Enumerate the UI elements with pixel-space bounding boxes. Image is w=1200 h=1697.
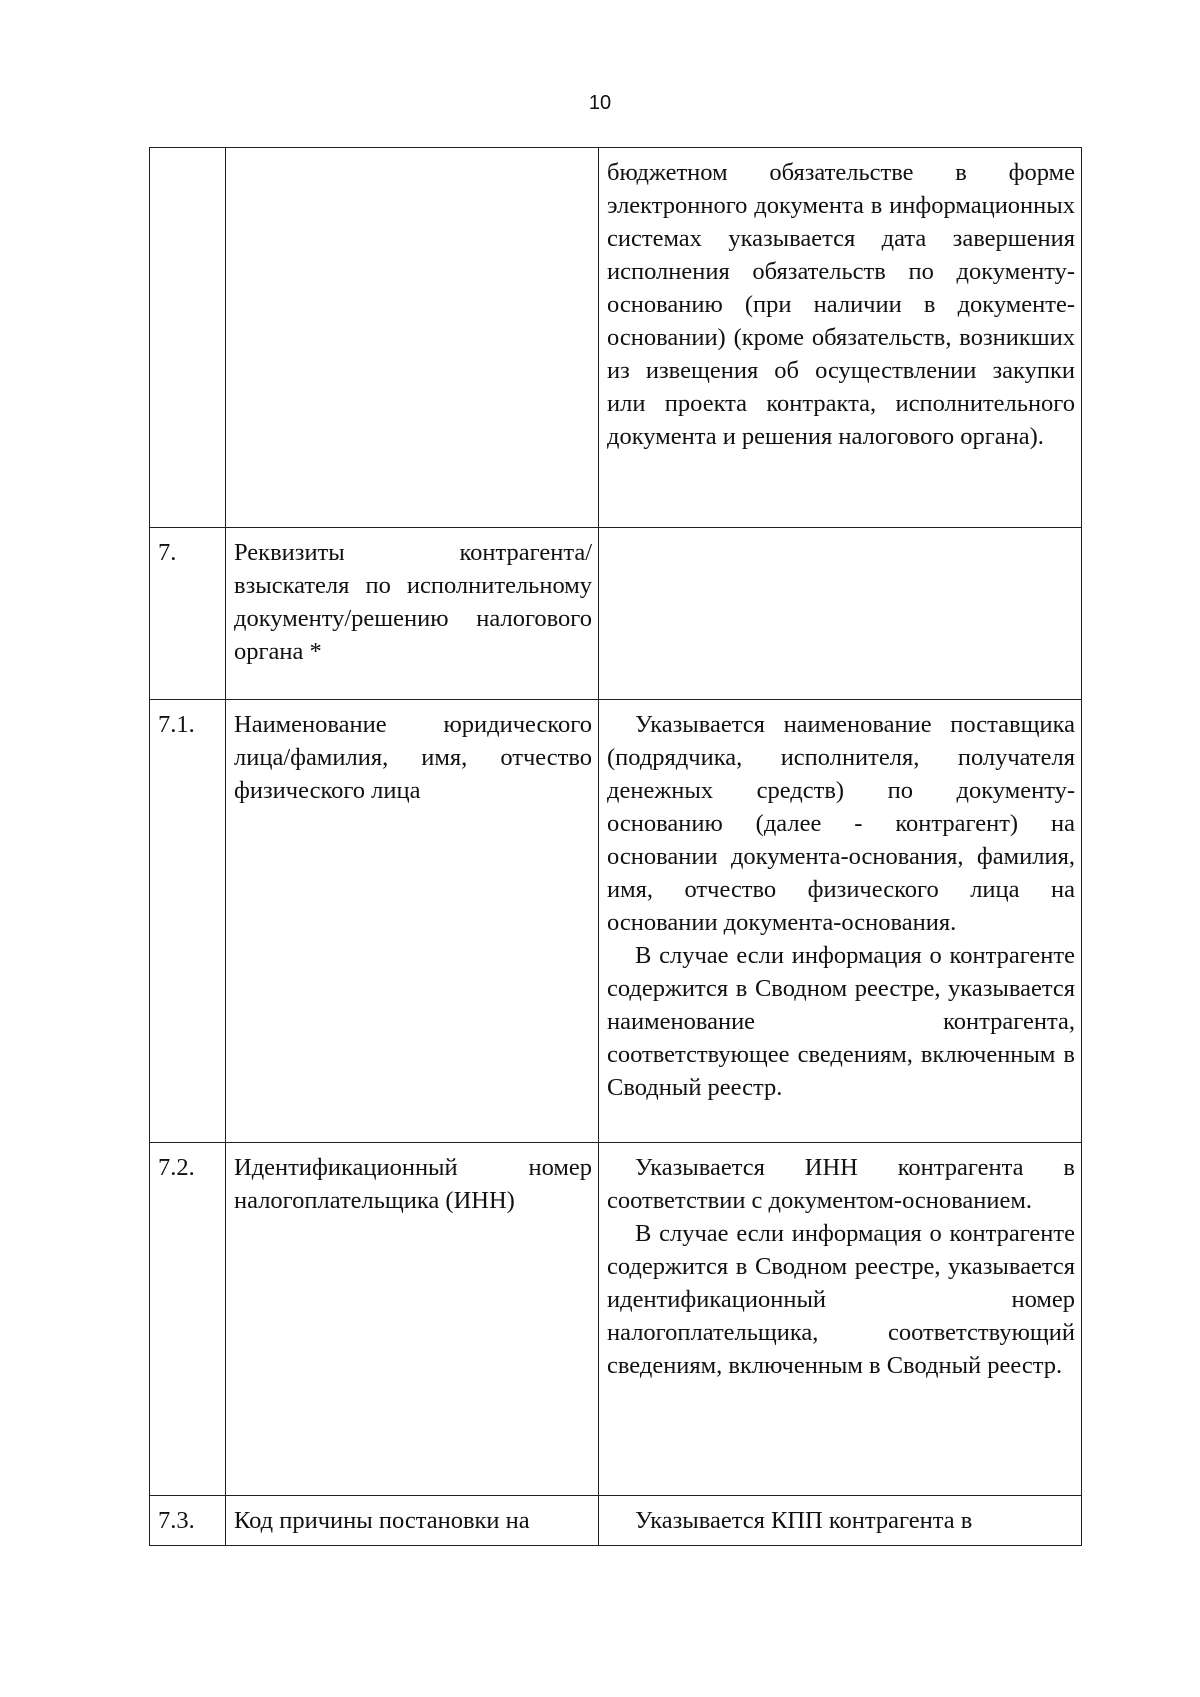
row-name-cell [226, 148, 599, 528]
requisites-table [149, 147, 1082, 1546]
row-description-cell [599, 1143, 1082, 1496]
table-row [150, 528, 1082, 700]
description-paragraph: Указывается наименование поставщика (подрядчика, исполнителя, получателя денежных средств) по документу-основанию (далее - контрагент) на основании документа-основания, фамилия, имя, отчество физического лица на основании документа-основания. [607, 711, 1075, 936]
page-number: 10 [588, 92, 612, 114]
row-number-cell: 7.1. [150, 700, 226, 1143]
row-name-cell: Наименование юридического лица/фамилия, имя, отчество физического лица [226, 700, 599, 1143]
row-number-cell: 7.3. [150, 1496, 226, 1546]
table-row [150, 1496, 1082, 1546]
row-number-cell: 7. [150, 528, 226, 700]
row-name-cell: Код причины постановки на [226, 1496, 599, 1546]
row-description-cell [599, 1496, 1082, 1546]
row-name-cell: Реквизиты контрагента/взыскателя по исполнительному документу/решению налогового органа * [226, 528, 599, 700]
row-description-cell [599, 148, 1082, 528]
description-paragraph: Указывается ИНН контрагента в соответствии с документом-основанием. [607, 1154, 1075, 1214]
table-row [150, 700, 1082, 1143]
row-description-cell [599, 700, 1082, 1143]
table-row [150, 1143, 1082, 1496]
description-paragraph: В случае если информация о контрагенте содержится в Сводном реестре, указывается идентификационный номер налогоплательщика, соответствующий сведениям, включенным в Сводный реестр. [607, 1220, 1075, 1379]
row-number-cell [150, 148, 226, 528]
row-name-cell: Идентификационный номер налогоплательщика (ИНН) [226, 1143, 599, 1496]
description-paragraph: бюджетном обязательстве в форме электронного документа в информационных системах указывается дата завершения исполнения обязательств по документу-основанию (при наличии в документе-основании) (кроме обязательств, возникших из извещения об осуществлении закупки или проекта контракта, исполнительного документа и решения налогового органа). [607, 159, 1075, 450]
description-paragraph: Указывается КПП контрагента в [635, 1507, 973, 1534]
row-number-cell: 7.2. [150, 1143, 226, 1496]
table-row [150, 148, 1082, 528]
row-description-cell [599, 528, 1082, 700]
description-paragraph: В случае если информация о контрагенте содержится в Сводном реестре, указывается наименование контрагента, соответствующее сведениям, включенным в Сводный реестр. [607, 942, 1075, 1101]
